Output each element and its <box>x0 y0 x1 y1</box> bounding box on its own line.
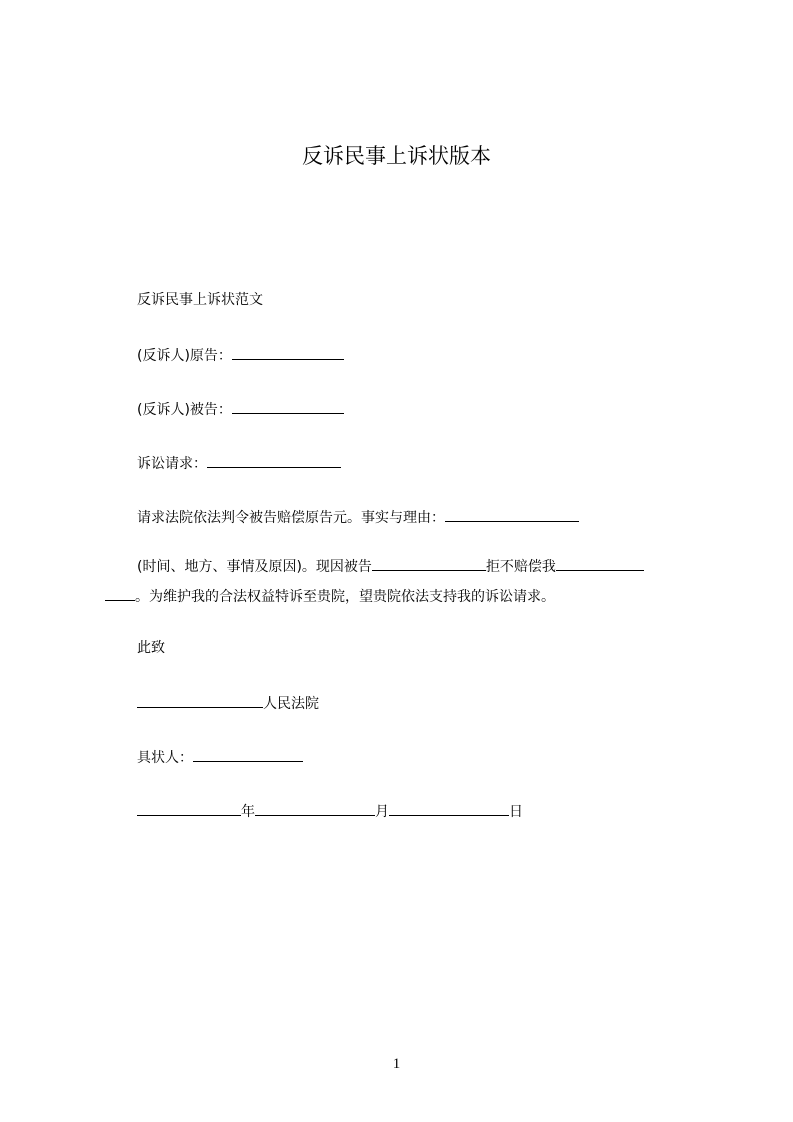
request-text: 请求法院依法判令被告赔偿原告元。事实与理由： <box>137 510 445 526</box>
facts-paragraph <box>105 552 705 612</box>
reason-blank <box>445 506 579 522</box>
defendant-label: (反诉人)被告： <box>137 402 232 418</box>
defendant-name-blank <box>372 555 486 571</box>
signer-blank <box>193 746 303 762</box>
month-blank <box>255 800 375 816</box>
amount-blank-a <box>556 555 644 571</box>
day-blank <box>389 800 509 816</box>
facts-text-2: 拒不赔偿我 <box>485 559 556 575</box>
document-title: 反诉民事上诉状版本 <box>302 144 491 168</box>
date-day: 日 <box>509 804 523 820</box>
defendant-blank <box>232 398 344 414</box>
plaintiff-line <box>137 344 344 366</box>
claim-blank <box>207 452 341 468</box>
claim-line <box>137 452 341 474</box>
claim-label: 诉讼请求： <box>137 456 207 472</box>
year-blank <box>137 800 241 816</box>
signer-line <box>137 746 303 768</box>
date-month: 月 <box>375 804 389 820</box>
plaintiff-label: (反诉人)原告： <box>137 348 232 364</box>
amount-blank-b <box>105 585 135 601</box>
court-line <box>137 692 319 714</box>
court-blank <box>137 692 263 708</box>
document-heading: 反诉民事上诉状范文 <box>137 292 263 308</box>
facts-text-1: (时间、地方、事情及原因)。现因被告 <box>137 559 372 575</box>
defendant-line <box>137 398 344 420</box>
court-suffix: 人民法院 <box>263 696 319 712</box>
signer-label: 具状人： <box>137 750 193 766</box>
salutation: 此致 <box>137 640 165 656</box>
date-line <box>137 800 523 822</box>
date-year: 年 <box>241 804 255 820</box>
plaintiff-blank <box>232 344 344 360</box>
request-line <box>137 506 579 528</box>
page-number: 1 <box>392 1056 401 1072</box>
facts-text-3: 。为维护我的合法权益特诉至贵院，望贵院依法支持我的诉讼请求。 <box>135 589 555 605</box>
